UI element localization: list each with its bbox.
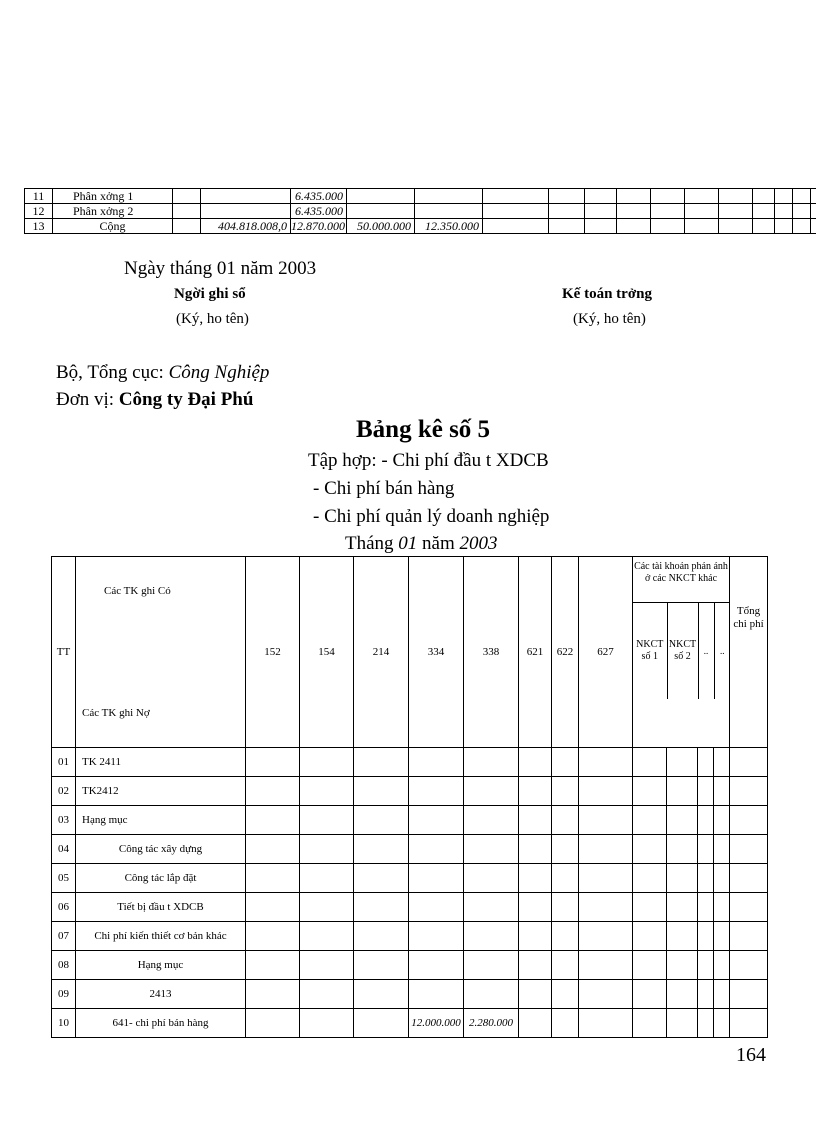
cell-627 [579, 893, 633, 922]
amount-cell: 6.435.000 [291, 189, 347, 204]
cell-621 [519, 951, 552, 980]
empty-cell [549, 219, 585, 234]
row-label: Hạng mục [76, 951, 246, 980]
cell-152 [246, 777, 300, 806]
cell-nkct-2 [667, 893, 698, 922]
previous-table [24, 188, 816, 234]
unit-line [56, 389, 253, 411]
empty-cell [651, 219, 685, 234]
cell-nkct-2 [667, 748, 698, 777]
cell-152 [246, 980, 300, 1009]
empty-cell [685, 219, 719, 234]
account-338: 338 [482, 646, 500, 658]
cell-nkct-2 [667, 980, 698, 1009]
amount-cell: 50.000.000 [347, 219, 415, 234]
empty-cell [549, 204, 585, 219]
row-number: 02 [52, 777, 76, 806]
cell-622 [552, 922, 579, 951]
recorder-title: Ngời ghi sổ [174, 286, 246, 302]
empty-cell [753, 219, 775, 234]
row-label: Chi phí kiến thiết cơ bản khác [76, 922, 246, 951]
row-label: Cộng [53, 219, 173, 234]
cell-nkct-4 [714, 893, 730, 922]
cell-621 [519, 806, 552, 835]
cell-338 [464, 748, 519, 777]
cell-total [730, 922, 768, 951]
cell-nkct-4 [714, 951, 730, 980]
title-line-1: Tập hợp: - Chi phí đầu t XDCB [308, 450, 549, 471]
cell-total [730, 1009, 768, 1038]
account-334: 334 [427, 646, 445, 658]
row-number: 01 [52, 748, 76, 777]
row-number: 05 [52, 864, 76, 893]
month-value: 01 [398, 533, 418, 554]
cell-338: 2.280.000 [464, 1009, 519, 1038]
cell-nkct-4 [714, 864, 730, 893]
empty-cell [483, 189, 549, 204]
cell-total [730, 835, 768, 864]
empty-cell [549, 189, 585, 204]
table-row [52, 980, 768, 1009]
row-label: 2413 [76, 980, 246, 1009]
cell-214 [354, 922, 409, 951]
table-row [52, 864, 768, 893]
cell-154 [300, 777, 354, 806]
account-header [552, 557, 579, 748]
row-label: Phân xởng 1 [53, 189, 173, 204]
total-label: Tổng chi phí [733, 605, 764, 630]
cell-154 [300, 922, 354, 951]
cell-334 [409, 777, 464, 806]
ministry-label: Bộ, Tổng cục: [56, 362, 169, 383]
table-row [52, 777, 768, 806]
cell-154 [300, 951, 354, 980]
report-title: Bảng kê số 5 [356, 416, 491, 443]
cell-nkct-3 [698, 980, 714, 1009]
cell-334 [409, 748, 464, 777]
amount-cell: 6.435.000 [291, 204, 347, 219]
ministry-line [56, 362, 269, 384]
cell-627 [579, 748, 633, 777]
unit-value: Công ty Đại Phú [118, 389, 254, 410]
cell-nkct-2 [667, 864, 698, 893]
chief-accountant-title: Kế toán trởng [562, 286, 652, 302]
table-row [52, 893, 768, 922]
cell-334: 12.000.000 [409, 1009, 464, 1038]
account-header [354, 557, 409, 748]
previous-table-row [25, 219, 816, 234]
title-line-3: - Chi phí quản lý doanh nghiệp [313, 506, 550, 527]
row-number: 06 [52, 893, 76, 922]
cell-214 [354, 893, 409, 922]
row-number: 08 [52, 951, 76, 980]
empty-cell [719, 189, 753, 204]
row-number: 10 [52, 1009, 76, 1038]
empty-cell [617, 189, 651, 204]
row-number: 12 [25, 204, 53, 219]
cell-621 [519, 893, 552, 922]
cell-nkct-2 [667, 835, 698, 864]
cell-214 [354, 1009, 409, 1038]
cell-622 [552, 777, 579, 806]
cell-621 [519, 835, 552, 864]
empty-cell [793, 204, 811, 219]
nkct-4-header: .. [714, 603, 730, 699]
cell-334 [409, 922, 464, 951]
cell-627 [579, 806, 633, 835]
cell-nkct-3 [698, 893, 714, 922]
cell-214 [354, 980, 409, 1009]
cell-nkct-4 [714, 922, 730, 951]
cell-621 [519, 922, 552, 951]
amount-cell: 12.870.000 [291, 219, 345, 233]
recorder-note: (Ký, ho tên) [176, 311, 249, 327]
nkct-3-header: .. [698, 603, 714, 699]
cell-nkct-1 [633, 806, 667, 835]
row-number: 13 [25, 219, 53, 234]
cell-nkct-1 [633, 1009, 667, 1038]
cell-154 [300, 806, 354, 835]
other-journals-group: Các tài khoản phản ánh ở các NKCT khác [633, 557, 729, 603]
cell-214 [354, 748, 409, 777]
credit-header: Các TK ghi Có [104, 585, 171, 597]
empty-cell [753, 204, 775, 219]
cell-nkct-1 [633, 893, 667, 922]
amount-cell [201, 204, 291, 219]
empty-cell [775, 219, 793, 234]
header-row [52, 557, 768, 748]
cell-total [730, 806, 768, 835]
cell-nkct-3 [698, 864, 714, 893]
cell-nkct-1 [633, 922, 667, 951]
account-header [300, 557, 354, 748]
cell-214 [354, 864, 409, 893]
cell-338 [464, 777, 519, 806]
account-header [409, 557, 464, 748]
account-214: 214 [372, 646, 390, 658]
cell-total [730, 748, 768, 777]
row-number: 11 [25, 189, 53, 204]
amount-cell [347, 189, 415, 204]
cell-334 [409, 951, 464, 980]
empty-cell [793, 189, 811, 204]
cell-nkct-4 [714, 777, 730, 806]
empty-cell [173, 219, 201, 234]
cell-152 [246, 806, 300, 835]
account-152: 152 [264, 646, 281, 658]
table-row [52, 835, 768, 864]
cell-154 [300, 748, 354, 777]
month-prefix: Tháng [345, 533, 399, 554]
year-value: 2003 [459, 533, 498, 554]
empty-cell [811, 219, 816, 234]
cell-total [730, 777, 768, 806]
cell-622 [552, 806, 579, 835]
cell-152 [246, 1009, 300, 1038]
nkct-2-header: NKCT số 2 [667, 603, 698, 699]
account-154: 154 [318, 646, 335, 658]
cell-nkct-3 [698, 1009, 714, 1038]
row-label: Hạng mục [76, 806, 246, 835]
empty-cell [651, 204, 685, 219]
row-label: Phân xởng 2 [53, 204, 173, 219]
cell-622 [552, 835, 579, 864]
other-journals-header [633, 557, 730, 748]
empty-cell [719, 204, 753, 219]
previous-table-row [25, 204, 816, 219]
cell-nkct-4 [714, 748, 730, 777]
account-622: 622 [556, 646, 574, 658]
table-row [52, 806, 768, 835]
cell-nkct-4 [714, 980, 730, 1009]
cell-nkct-1 [633, 748, 667, 777]
empty-cell [651, 189, 685, 204]
empty-cell [585, 189, 617, 204]
page-number: 164 [736, 1044, 766, 1066]
tt-header [52, 557, 76, 748]
cell-338 [464, 893, 519, 922]
signature-date: Ngày tháng 01 năm 2003 [124, 258, 317, 279]
cell-154 [300, 893, 354, 922]
other-journals-subtable [633, 603, 730, 699]
row-number: 04 [52, 835, 76, 864]
ministry-value: Công Nghiệp [168, 362, 270, 383]
total-header [730, 557, 768, 748]
cell-nkct-3 [698, 777, 714, 806]
table-row [52, 951, 768, 980]
chief-accountant-note: (Ký, ho tên) [573, 311, 646, 327]
cell-334 [409, 806, 464, 835]
empty-cell [685, 204, 719, 219]
cell-627 [579, 980, 633, 1009]
cell-154 [300, 835, 354, 864]
month-mid: năm [417, 533, 460, 554]
cell-334 [409, 893, 464, 922]
empty-cell [617, 204, 651, 219]
account-621: 621 [526, 646, 544, 658]
empty-cell [719, 219, 753, 234]
table-row [52, 1009, 768, 1038]
cell-nkct-1 [633, 835, 667, 864]
cell-nkct-4 [714, 1009, 730, 1038]
cell-627 [579, 922, 633, 951]
empty-cell [585, 219, 617, 234]
empty-cell [483, 204, 549, 219]
cell-152 [246, 748, 300, 777]
amount-cell [201, 189, 291, 204]
cell-152 [246, 835, 300, 864]
cell-334 [409, 835, 464, 864]
empty-cell [775, 204, 793, 219]
empty-cell [483, 219, 549, 234]
row-label: Công tác lắp đặt [76, 864, 246, 893]
row-label: TK2412 [76, 777, 246, 806]
empty-cell [617, 219, 651, 234]
debit-header: Các TK ghi Nợ [82, 707, 150, 719]
cell-nkct-2 [667, 777, 698, 806]
cell-621 [519, 777, 552, 806]
cell-621 [519, 1009, 552, 1038]
cell-622 [552, 748, 579, 777]
empty-cell [585, 204, 617, 219]
tt-header-label: TT [56, 646, 71, 658]
cell-621 [519, 864, 552, 893]
amount-cell [347, 204, 415, 219]
cell-152 [246, 922, 300, 951]
cell-621 [519, 748, 552, 777]
empty-cell [685, 189, 719, 204]
statement-table [51, 556, 768, 1038]
cell-152 [246, 951, 300, 980]
amount-cell [415, 204, 483, 219]
row-number: 07 [52, 922, 76, 951]
cell-622 [552, 980, 579, 1009]
row-label: Công tác xây dựng [76, 835, 246, 864]
cell-total [730, 864, 768, 893]
account-header [519, 557, 552, 748]
cell-152 [246, 864, 300, 893]
amount-cell: 12.350.000 [415, 219, 483, 234]
report-month [345, 533, 498, 555]
cell-627 [579, 777, 633, 806]
cell-nkct-2 [667, 951, 698, 980]
amount-cell: 404.818.008,0 [201, 219, 291, 234]
account-header [579, 557, 633, 748]
cell-nkct-4 [714, 835, 730, 864]
cell-627 [579, 864, 633, 893]
account-627: 627 [597, 646, 614, 658]
cell-338 [464, 980, 519, 1009]
account-header [464, 557, 519, 748]
table-row [52, 748, 768, 777]
cell-nkct-3 [698, 951, 714, 980]
empty-cell [811, 189, 816, 204]
corner-header [76, 557, 246, 748]
empty-cell [173, 204, 201, 219]
amount-cell [415, 189, 483, 204]
cell-622 [552, 893, 579, 922]
cell-total [730, 980, 768, 1009]
row-label: TK 2411 [76, 748, 246, 777]
cell-total [730, 893, 768, 922]
table-row [52, 922, 768, 951]
cell-total [730, 951, 768, 980]
cell-214 [354, 806, 409, 835]
cell-152 [246, 893, 300, 922]
cell-nkct-3 [698, 922, 714, 951]
empty-cell [775, 189, 793, 204]
empty-cell [173, 189, 201, 204]
cell-214 [354, 835, 409, 864]
row-number: 09 [52, 980, 76, 1009]
cell-627 [579, 1009, 633, 1038]
cell-622 [552, 951, 579, 980]
cell-nkct-2 [667, 1009, 698, 1038]
cell-334 [409, 980, 464, 1009]
cell-214 [354, 951, 409, 980]
cell-154 [300, 980, 354, 1009]
cell-627 [579, 835, 633, 864]
cell-338 [464, 951, 519, 980]
cell-622 [552, 864, 579, 893]
unit-label: Đơn vị: [56, 389, 119, 410]
cell-nkct-2 [667, 806, 698, 835]
cell-nkct-1 [633, 864, 667, 893]
nkct-1-header: NKCT số 1 [633, 603, 667, 699]
cell-nkct-3 [698, 806, 714, 835]
cell-nkct-3 [698, 835, 714, 864]
cell-338 [464, 864, 519, 893]
cell-622 [552, 1009, 579, 1038]
cell-nkct-1 [633, 951, 667, 980]
row-label: Tiết bị đầu t XDCB [76, 893, 246, 922]
cell-338 [464, 835, 519, 864]
empty-cell [793, 219, 811, 234]
cell-627 [579, 951, 633, 980]
row-label: 641- chi phí bán hàng [76, 1009, 246, 1038]
cell-nkct-1 [633, 777, 667, 806]
cell-338 [464, 922, 519, 951]
cell-154 [300, 864, 354, 893]
empty-cell [811, 204, 816, 219]
previous-table-row [25, 189, 816, 204]
title-line-2: - Chi phí bán hàng [313, 478, 455, 499]
account-header [246, 557, 300, 748]
cell-nkct-4 [714, 806, 730, 835]
cell-338 [464, 806, 519, 835]
cell-334 [409, 864, 464, 893]
cell-nkct-1 [633, 980, 667, 1009]
cell-154 [300, 1009, 354, 1038]
empty-cell [753, 189, 775, 204]
cell-621 [519, 980, 552, 1009]
cell-nkct-3 [698, 748, 714, 777]
cell-nkct-2 [667, 922, 698, 951]
cell-214 [354, 777, 409, 806]
row-number: 03 [52, 806, 76, 835]
